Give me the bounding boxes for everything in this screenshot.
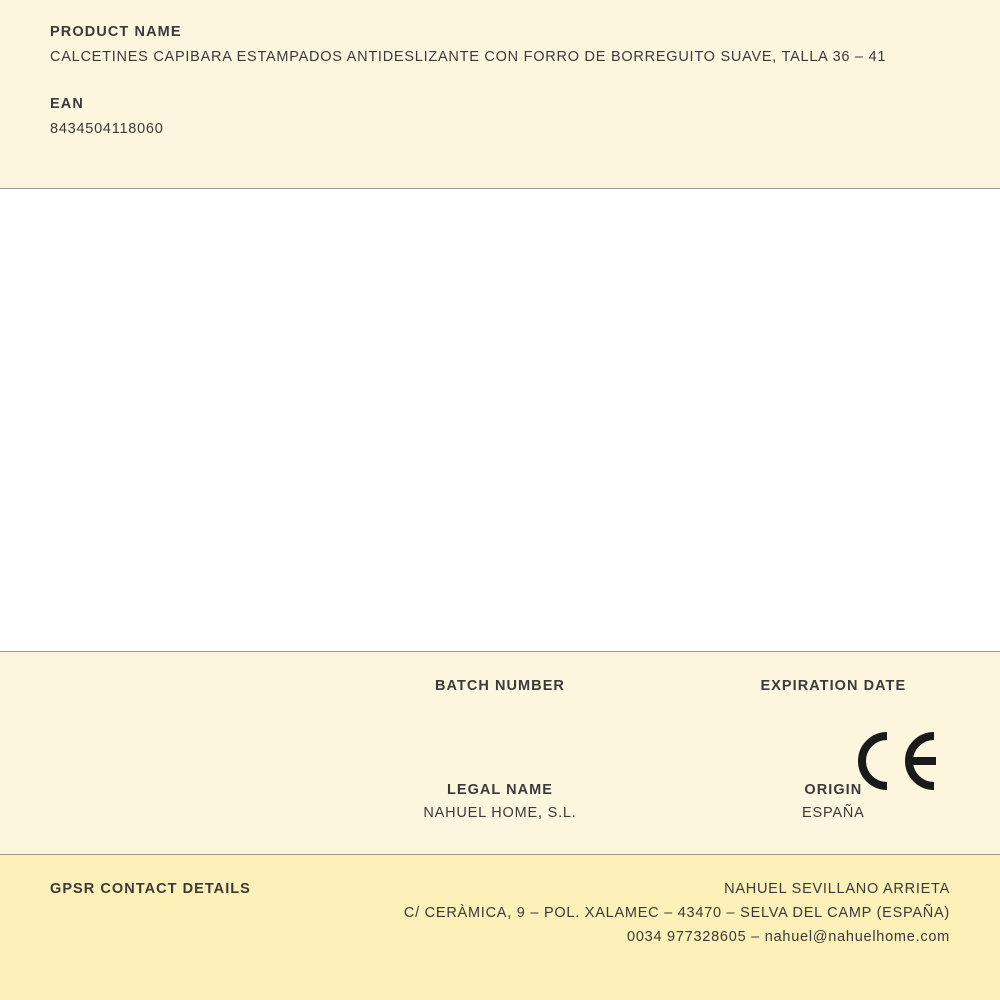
gpsr-footer-section (0, 855, 1000, 1000)
origin-value: ESPAÑA (802, 805, 865, 821)
gpsr-contact-details (404, 881, 950, 945)
gpsr-contact-phone-email: 0034 977328605 – nahuel@nahuelhome.com (627, 929, 950, 945)
info-row-batch (0, 678, 1000, 719)
info-cell-empty-left-2 (0, 782, 333, 823)
batch-number-cell (333, 678, 666, 719)
ean-label: EAN (50, 96, 84, 112)
legal-name-label: LEGAL NAME (446, 782, 554, 798)
batch-and-legal-section (0, 652, 1000, 855)
product-name-label: PRODUCT NAME (50, 24, 182, 40)
product-name-value: CALCETINES CAPIBARA ESTAMPADOS ANTIDESLIZANTE CON FORRO DE BORREGUITO SUAVE, TALLA 36 – 41 (50, 49, 887, 65)
expiration-date-label: EXPIRATION DATE (760, 678, 907, 694)
legal-name-cell (333, 782, 666, 823)
batch-number-label: BATCH NUMBER (435, 678, 565, 694)
info-cell-empty-left (0, 678, 333, 719)
ce-mark-icon (846, 728, 938, 794)
gpsr-contact-address: C/ CERÀMICA, 9 – POL. XALAMEC – 43470 – SELVA DEL CAMP (ESPAÑA) (403, 905, 950, 921)
batch-number-value (343, 701, 656, 719)
product-info-section (0, 0, 1000, 189)
gpsr-contact-name: NAHUEL SEVILLANO ARRIETA (724, 881, 950, 897)
origin-label: ORIGIN (804, 782, 863, 798)
gpsr-contact-label: GPSR CONTACT DETAILS (50, 881, 251, 897)
blank-image-area (0, 189, 1000, 652)
spacer (50, 65, 950, 96)
expiration-date-cell (667, 678, 1000, 719)
ean-value: 8434504118060 (50, 121, 164, 137)
expiration-date-value (677, 701, 990, 719)
origin-cell (667, 782, 1000, 823)
legal-name-value: NAHUEL HOME, S.L. (423, 805, 577, 821)
